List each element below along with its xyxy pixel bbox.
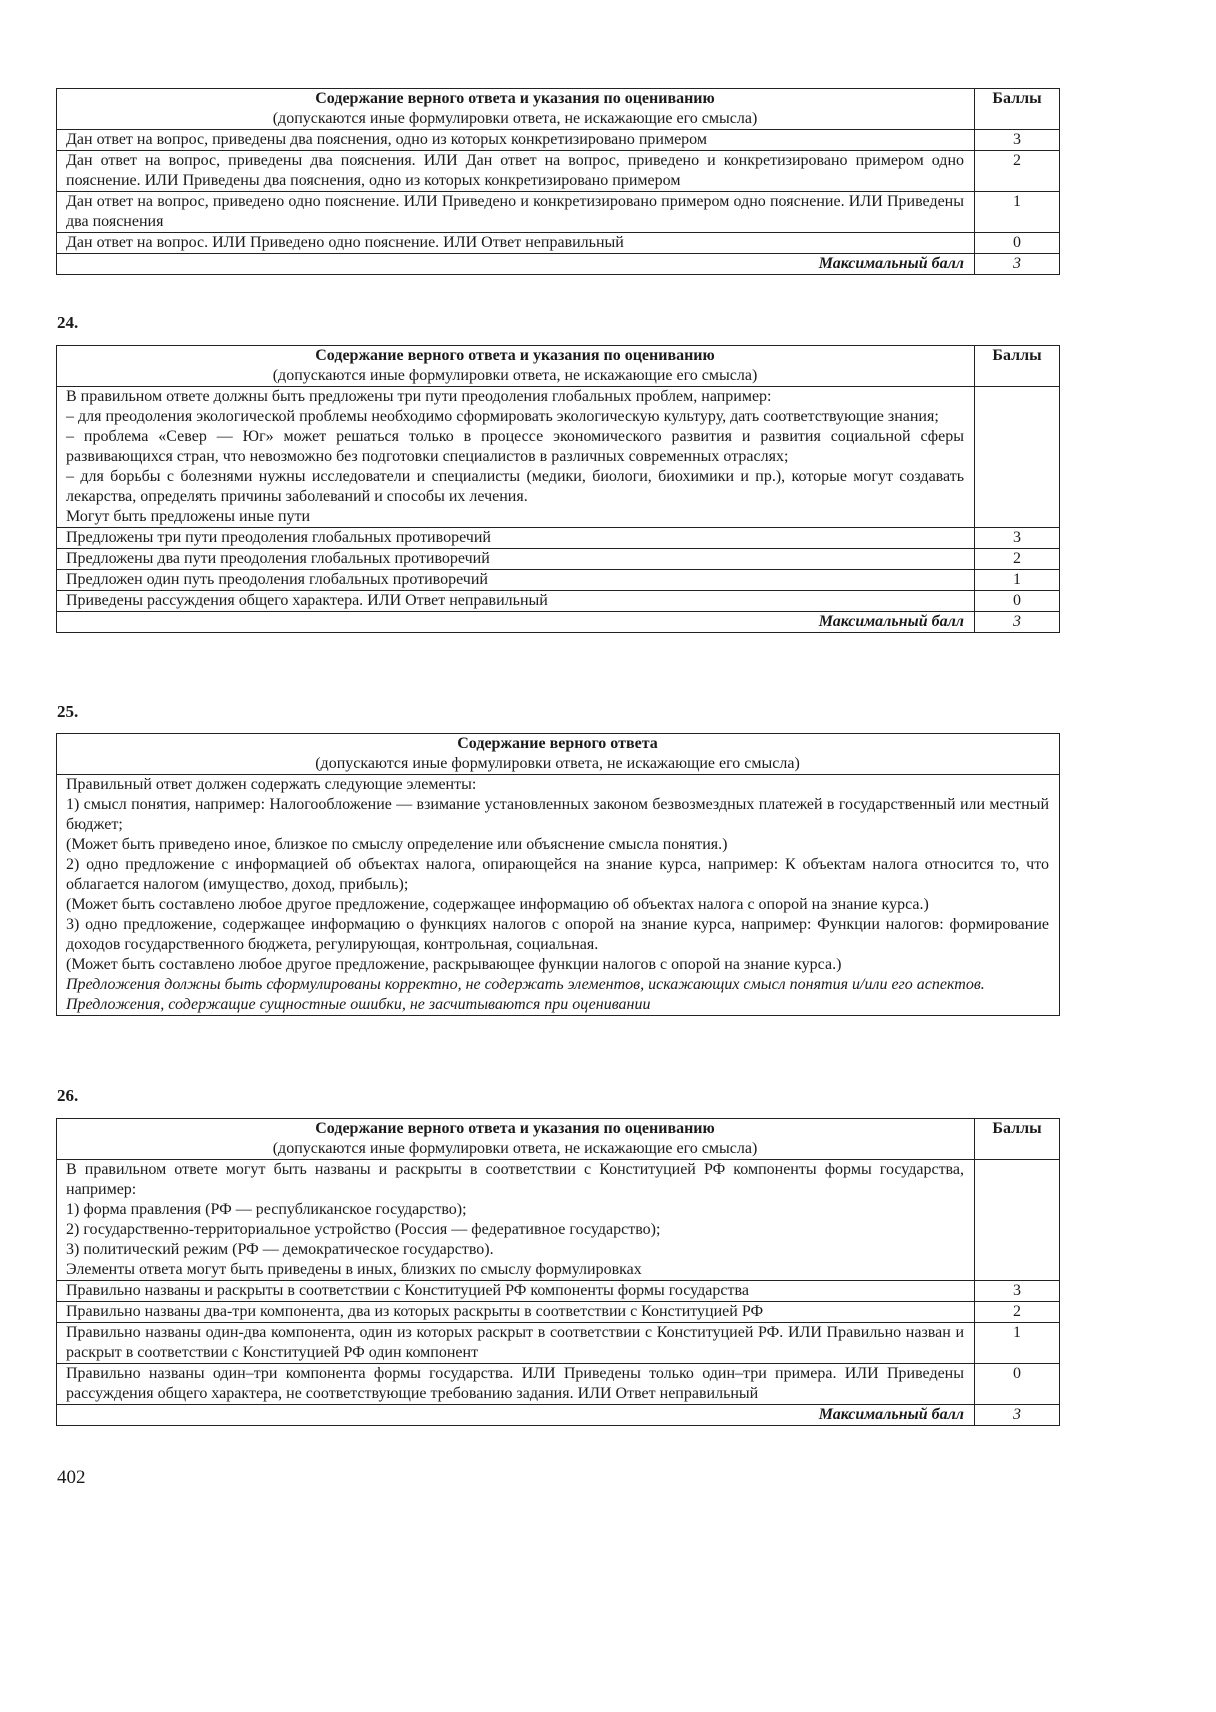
max-score-row [57,612,1060,633]
table-row [57,1364,1060,1405]
grading-table [56,88,1060,275]
criterion-text: Элементы ответа могут быть приведены в иных, близких по смыслу формулировках [66,1261,642,1278]
criterion-text: Правильный ответ должен содержать следующие элементы: [66,776,477,793]
header-cell [57,1119,975,1160]
criterion-cell [57,549,975,570]
criterion-text: Дан ответ на вопрос. ИЛИ Приведено одно пояснение. ИЛИ Ответ неправильный [66,234,624,251]
table-row [57,591,1060,612]
criterion-text: 3) одно предложение, содержащее информацию о функциях налогов с опорой на знание курса, например: Функции налогов: формирование доходов государственного бюджета, регулирующая, контрольная, социальная. [66,916,1049,953]
max-score-row [57,254,1060,275]
criterion-text: Предложены три пути преодоления глобальных противоречий [66,529,491,546]
table-row [57,528,1060,549]
points-value: 2 [975,549,1060,570]
points-value: 2 [975,1302,1060,1323]
points-header: Баллы [975,346,1060,387]
criterion-text: 1) смысл понятия, например: Налогообложение — взимание установленных законом безвозмездных платежей в государственный или местный бюджет; [66,796,1049,833]
points-value: 3 [975,1281,1060,1302]
table-row [57,549,1060,570]
table-row [57,1160,1060,1281]
grading-table [56,345,1060,633]
points-header: Баллы [975,1119,1060,1160]
header-subtitle: (допускаются иные формулировки ответа, не искажающие его смысла) [315,755,800,772]
points-value: 1 [975,192,1060,233]
criterion-text: – для преодоления экологической проблемы необходимо сформировать экологическую культуру, дать соответствующие знания; [66,408,939,425]
criterion-text: В правильном ответе могут быть названы и раскрыты в соответствии с Конституцией РФ компоненты формы государства, например: [66,1161,964,1198]
criterion-text: Дан ответ на вопрос, приведены два пояснения, одно из которых конкретизировано примером [66,131,707,148]
criterion-text: Правильно названы и раскрыты в соответствии с Конституцией РФ компоненты формы государства [66,1282,749,1299]
criterion-cell [57,570,975,591]
criterion-text: (Может быть составлено любое другое предложение, содержащее информацию об объектах налога с опорой на знание курса.) [66,896,929,913]
criterion-text: Предложены два пути преодоления глобальных противоречий [66,550,490,567]
points-value: 0 [975,233,1060,254]
header-subtitle: (допускаются иные формулировки ответа, не искажающие его смысла) [272,110,758,127]
table-header-row [57,346,1060,387]
criterion-cell [57,1281,975,1302]
criterion-cell [57,591,975,612]
table-row [57,1302,1060,1323]
criterion-cell [57,192,975,233]
criterion-text: – проблема «Север — Юг» может решаться только в процессе экономического развития и развития социальной сферы развивающихся стран, что невозможно без подготовки специалистов в различных современных отраслях; [66,428,964,465]
criterion-cell [57,1323,975,1364]
criterion-cell [57,1364,975,1405]
criterion-cell [57,130,975,151]
points-value: 1 [975,570,1060,591]
header-title: Содержание верного ответа и указания по оцениванию [315,347,715,364]
grading-table [56,733,1060,1016]
points-value [975,387,1060,528]
grading-table [56,1118,1060,1426]
points-value: 3 [975,528,1060,549]
points-value: 0 [975,591,1060,612]
table-row [57,1323,1060,1364]
criterion-text: 1) форма правления (РФ — республиканское государство); [66,1201,467,1218]
table-row [57,233,1060,254]
max-score-value: 3 [975,1405,1060,1426]
criterion-text: (Может быть приведено иное, близкое по смыслу определение или объяснение смысла понятия.) [66,836,728,853]
header-cell [57,734,1060,775]
note-text: Предложения должны быть сформулированы корректно, не содержать элементов, искажающих смысл понятия и/или его аспектов. [66,976,985,993]
criterion-text: Предложен один путь преодоления глобальных противоречий [66,571,488,588]
criterion-cell [57,387,975,528]
points-value: 2 [975,151,1060,192]
criterion-cell [57,775,1060,1016]
criterion-text: Правильно названы один–три компонента формы государства. ИЛИ Приведены только один–три примера. ИЛИ Приведены рассуждения общего характера, не соответствующие требованию задания. ИЛИ Ответ неправильный [66,1365,964,1402]
max-score-row [57,1405,1060,1426]
criterion-text: 3) политический режим (РФ — демократическое государство). [66,1241,494,1258]
criterion-text: – для борьбы с болезнями нужны исследователи и специалисты (медики, биологи, биохимики и пр.), которые могут создавать лекарства, определять причины заболеваний и способы их лечения. [66,468,964,505]
criterion-cell [57,1160,975,1281]
table-row [57,151,1060,192]
points-value: 3 [975,130,1060,151]
header-subtitle: (допускаются иные формулировки ответа, не искажающие его смысла) [272,1140,758,1157]
max-score-value: 3 [975,612,1060,633]
table-row [57,387,1060,528]
table-header-row [57,734,1060,775]
header-title: Содержание верного ответа и указания по оцениванию [315,90,715,107]
header-cell [57,346,975,387]
table-row [57,192,1060,233]
table-row [57,775,1060,1016]
criterion-text: Правильно названы один-два компонента, один из которых раскрыт в соответствии с Конституцией РФ. ИЛИ Правильно назван и раскрыт в соответствии с Конституцией РФ один компонент [66,1324,964,1361]
task-number: 25. [57,702,79,721]
task-number: 24. [57,313,79,332]
criterion-cell [57,1302,975,1323]
table-row [57,130,1060,151]
criterion-text: Правильно названы два-три компонента, два из которых раскрыты в соответствии с Конституцией РФ [66,1303,764,1320]
max-score-label: Максимальный балл [57,1405,975,1426]
criterion-text: В правильном ответе должны быть предложены три пути преодоления глобальных проблем, например: [66,388,772,405]
table-header-row [57,1119,1060,1160]
table-row [57,1281,1060,1302]
points-value [975,1160,1060,1281]
criterion-cell [57,151,975,192]
points-value: 1 [975,1323,1060,1364]
criterion-text: (Может быть составлено любое другое предложение, раскрывающее функции налогов с опорой на знание курса.) [66,956,842,973]
criterion-text: Приведены рассуждения общего характера. ИЛИ Ответ неправильный [66,592,548,609]
note-text: Предложения, содержащие сущностные ошибки, не засчитываются при оценивании [66,996,651,1013]
header-title: Содержание верного ответа [457,735,658,752]
table-row [57,570,1060,591]
header-subtitle: (допускаются иные формулировки ответа, не искажающие его смысла) [272,367,758,384]
max-score-label: Максимальный балл [57,612,975,633]
max-score-label: Максимальный балл [57,254,975,275]
criterion-text: Дан ответ на вопрос, приведены два пояснения. ИЛИ Дан ответ на вопрос, приведено и конкретизировано примером одно пояснение. ИЛИ Приведены два пояснения, одно из которых конкретизировано примером [66,152,964,189]
table-header-row [57,89,1060,130]
criterion-cell [57,528,975,549]
criterion-text: Дан ответ на вопрос, приведено одно пояснение. ИЛИ Приведено и конкретизировано примером одно пояснение. ИЛИ Приведены два пояснения [66,193,964,230]
criterion-text: 2) одно предложение с информацией об объектах налога, опирающейся на знание курса, например: К объектам налога относится то, что облагается налогом (имущество, доход, прибыль); [66,856,1049,893]
points-header: Баллы [975,89,1060,130]
max-score-value: 3 [975,254,1060,275]
criterion-text: 2) государственно-территориальное устройство (Россия — федеративное государство); [66,1221,661,1238]
points-value: 0 [975,1364,1060,1405]
criterion-cell [57,233,975,254]
task-number: 26. [57,1086,79,1105]
page-number: 402 [57,1467,86,1488]
criterion-text: Могут быть предложены иные пути [66,508,311,525]
header-cell [57,89,975,130]
header-title: Содержание верного ответа и указания по оцениванию [315,1120,715,1137]
